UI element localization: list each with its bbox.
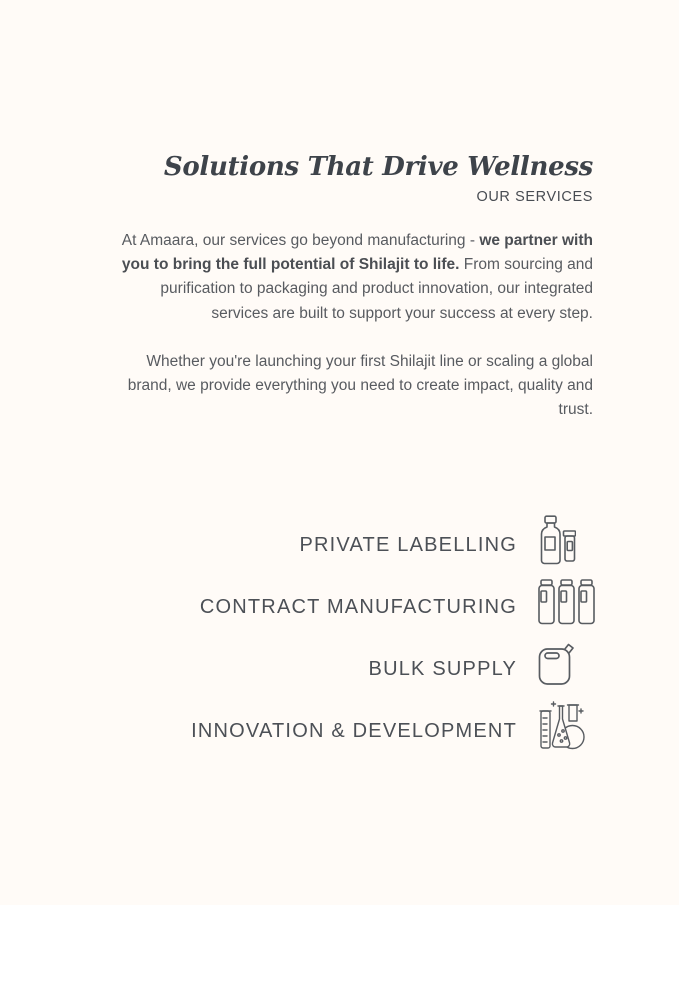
service-item-private-labelling (191, 514, 595, 576)
jerry-can-icon (538, 642, 595, 686)
intro-p1-start: At Amaara, our services go beyond manufacturing - (121, 232, 480, 249)
jars-icon (538, 579, 595, 625)
section-subtitle: OUR SERVICES (476, 189, 593, 205)
service-label: INNOVATION & DEVELOPMENT (191, 719, 517, 742)
service-label: CONTRACT MANUFACTURING (199, 595, 517, 618)
service-item-innovation-development (191, 700, 595, 762)
services-list (191, 514, 595, 762)
lab-flasks-icon (538, 699, 595, 753)
service-item-bulk-supply (191, 638, 595, 700)
intro-p1-bold: we partner with you to bring the full potential of Shilajit to life. (121, 232, 593, 274)
service-item-contract-manufacturing (191, 576, 595, 638)
service-label: BULK SUPPLY (368, 657, 517, 680)
page-title: Solutions That Drive Wellness (163, 152, 593, 182)
intro-paragraph-1 (106, 229, 593, 326)
intro-p1-end: From sourcing and purification to packaging and product innovation, our integrated services are built to support your success at every step. (160, 256, 593, 322)
service-label: PRIVATE LABELLING (299, 533, 517, 556)
intro-paragraph-2: Whether you're launching your first Shilajit line or scaling a global brand, we provide everything you need to create impact, quality and trust. (127, 353, 593, 419)
bottles-icon (538, 515, 595, 565)
